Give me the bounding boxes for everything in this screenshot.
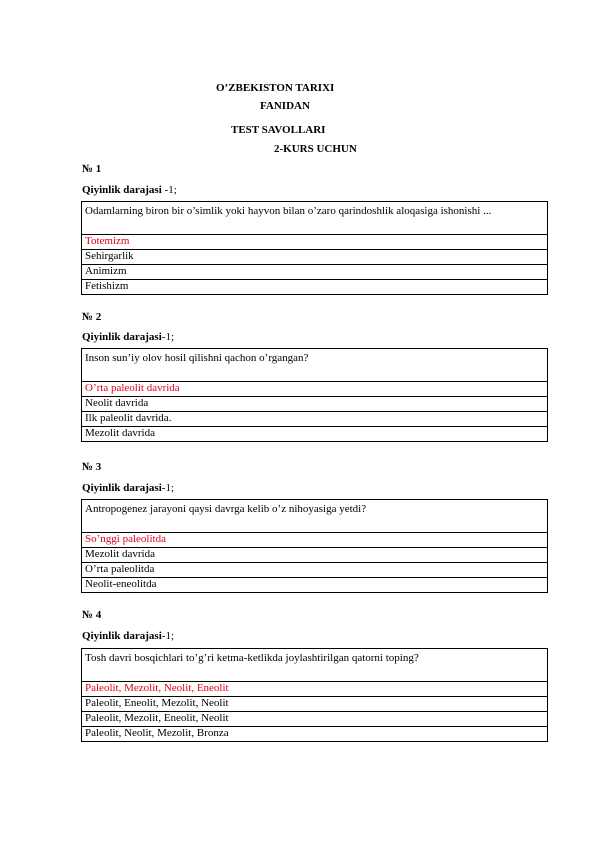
answer-option: Paleolit, Mezolit, Eneolit, Neolit	[82, 712, 548, 727]
document-title: O’ZBEKISTON TARIXI	[216, 82, 335, 94]
difficulty-label: Qiyinlik darajasi	[82, 331, 162, 343]
answer-option: Animizm	[82, 265, 548, 280]
answer-option-correct: Totemizm	[82, 235, 548, 250]
answer-option: Paleolit, Neolit, Mezolit, Bronza	[82, 727, 548, 742]
answer-option: Ilk paleolit davrida.	[82, 412, 548, 427]
question-table	[81, 648, 548, 742]
answer-option: Paleolit, Eneolit, Mezolit, Neolit	[82, 697, 548, 712]
answer-option-correct: So’nggi paleolitda	[82, 533, 548, 548]
question-number: № 3	[82, 461, 102, 473]
question-text: Inson sun’iy olov hosil qilishni qachon o’rgangan?	[82, 349, 548, 382]
document-course: 2-KURS UCHUN	[274, 143, 357, 155]
difficulty-value: -1;	[161, 482, 175, 494]
answer-option-correct: O’rta paleolit davrida	[82, 382, 548, 397]
answer-option: Neolit-eneolitda	[82, 578, 548, 593]
question-text: Antropogenez jarayoni qaysi davrga kelib o’z nihoyasiga yetdi?	[82, 500, 548, 533]
difficulty-line	[82, 184, 177, 196]
question-number: № 2	[82, 311, 102, 323]
difficulty-line	[82, 630, 174, 642]
answer-option: Mezolit davrida	[82, 548, 548, 563]
difficulty-line	[82, 482, 174, 494]
question-number: № 4	[82, 609, 102, 621]
question-number: № 1	[82, 163, 102, 175]
difficulty-line	[82, 331, 174, 343]
question-table	[81, 499, 548, 593]
answer-option: Sehirgarlik	[82, 250, 548, 265]
question-table	[81, 348, 548, 442]
difficulty-value: -1;	[161, 331, 175, 343]
question-table	[81, 201, 548, 295]
document-subtitle: FANIDAN	[260, 100, 310, 112]
question-text: Odamlarning biron bir o’simlik yoki hayvon bilan o’zaro qarindoshlik aloqasiga ishonishi ...	[82, 202, 548, 235]
answer-option: Neolit davrida	[82, 397, 548, 412]
answer-option: O’rta paleolitda	[82, 563, 548, 578]
answer-option: Mezolit davrida	[82, 427, 548, 442]
answer-option-correct: Paleolit, Mezolit, Neolit, Eneolit	[82, 682, 548, 697]
difficulty-label: Qiyinlik darajasi	[82, 630, 162, 642]
answer-option: Fetishizm	[82, 280, 548, 295]
document-heading: TEST SAVOLLARI	[231, 124, 326, 136]
difficulty-value: -1;	[161, 630, 175, 642]
difficulty-value: -1;	[161, 184, 177, 196]
question-text: Tosh davri bosqichlari to’g’ri ketma-ketlikda joylashtirilgan qatorni toping?	[82, 649, 548, 682]
difficulty-label: Qiyinlik darajasi	[82, 184, 162, 196]
difficulty-label: Qiyinlik darajasi	[82, 482, 162, 494]
